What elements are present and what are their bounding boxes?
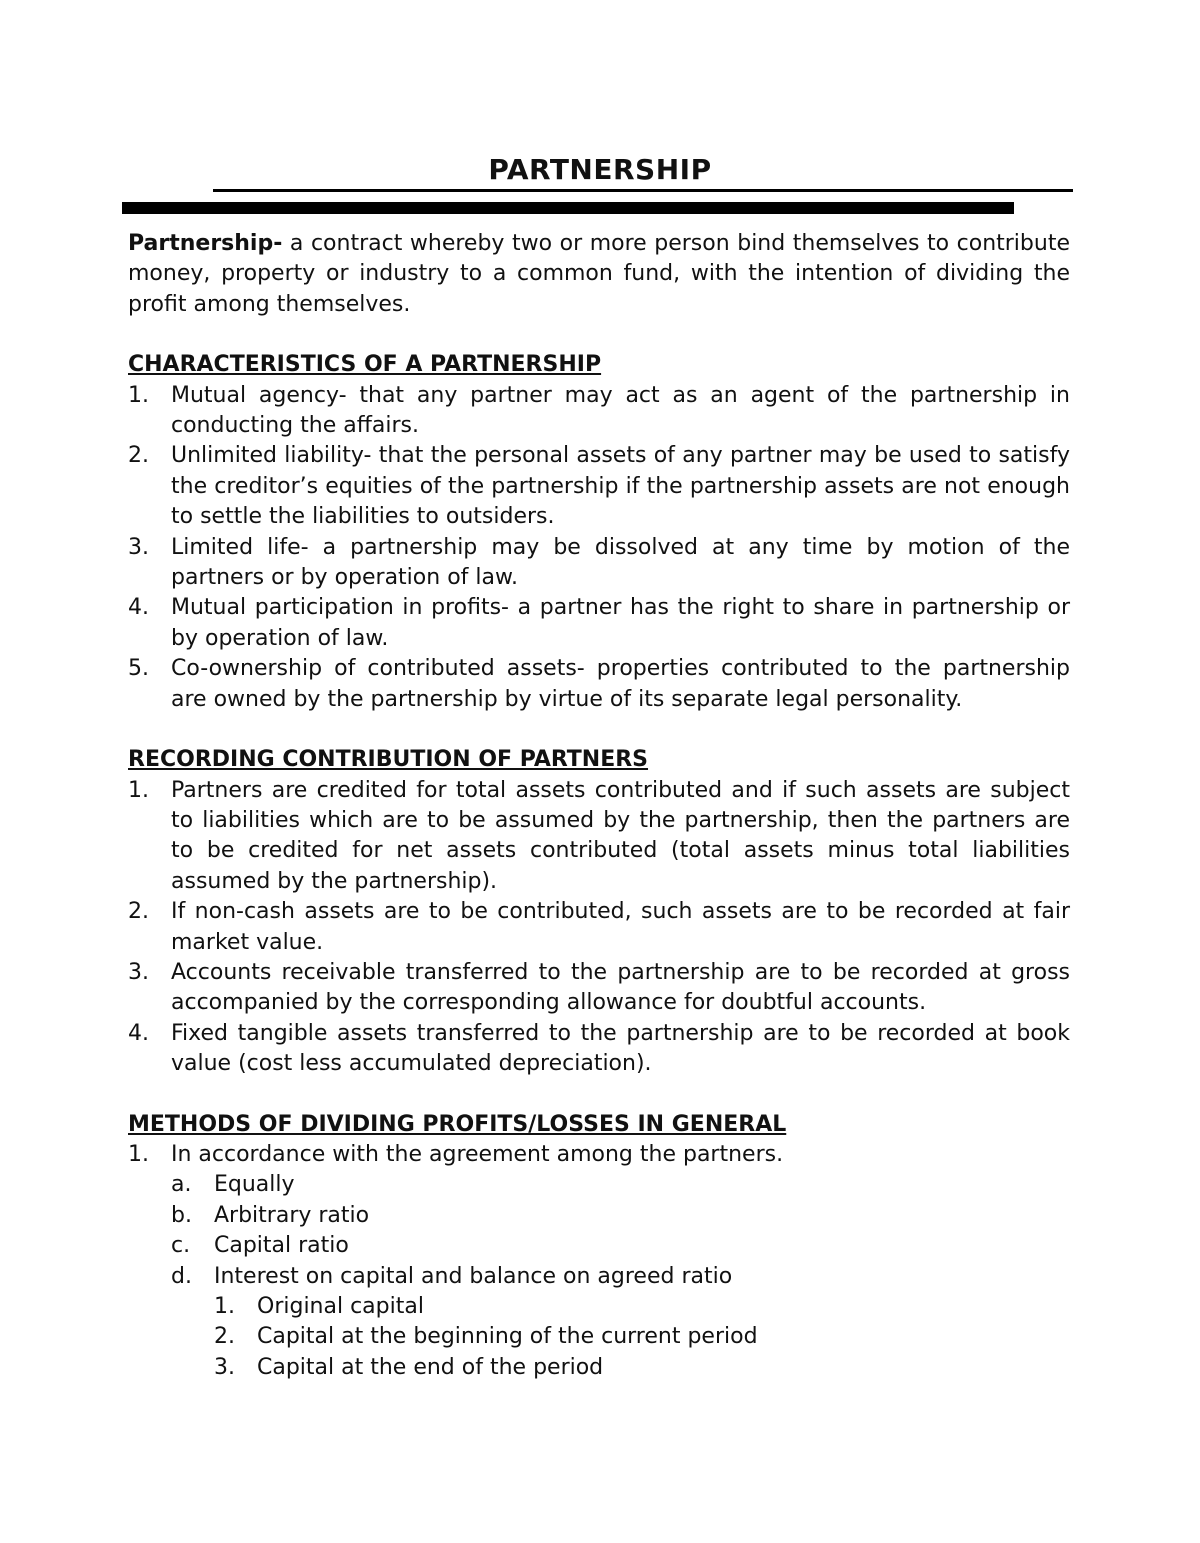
list-item-text: Partners are credited for total assets contributed and if such assets are subject to liabilities which are to be assumed by the partnership, then the partners are to be credited for net assets contributed (total assets minus total liabilities assumed by the partnership). xyxy=(171,777,1070,894)
sublist-letter: d. xyxy=(171,1263,192,1289)
subsublist-number: 2. xyxy=(214,1324,235,1350)
page-title: PARTNERSHIP xyxy=(488,153,712,186)
list-item-text: Accounts receivable transferred to the partnership are to be recorded at gross accompanied by the corresponding allowance for doubtful accounts. xyxy=(171,959,1070,1016)
list-item xyxy=(128,381,1070,442)
subsublist-item xyxy=(214,1322,1070,1352)
subsublist-item xyxy=(214,1292,1070,1322)
title-underline-thin xyxy=(213,189,1073,192)
definition-term: Partnership- xyxy=(128,231,283,256)
list-item-text: Mutual participation in profits- a partner has the right to share in partnership or by operation of law. xyxy=(171,595,1070,651)
list-item xyxy=(128,593,1070,654)
subsublist-item-text: Capital at the end of the period xyxy=(257,1354,604,1380)
list-item xyxy=(128,776,1070,898)
sublist-item xyxy=(171,1170,1070,1200)
list-item xyxy=(128,1140,1070,1383)
list-number: 3. xyxy=(128,959,149,985)
list-item-text: Fixed tangible assets transferred to the partnership are to be recorded at book value (cost less accumulated depreciation). xyxy=(171,1020,1070,1077)
list-number: 3. xyxy=(128,534,149,560)
sublist-letter: a. xyxy=(171,1172,192,1198)
list-number: 1. xyxy=(128,382,149,408)
subsublist-item-text: Original capital xyxy=(257,1294,424,1319)
list-item xyxy=(128,897,1070,958)
sublist-item-text: Interest on capital and balance on agreed ratio xyxy=(214,1263,733,1289)
definition-text: a contract whereby two or more person bind themselves to contribute money, property or industry to a common fund, with the intention of dividing the profit among themselves. xyxy=(128,231,1070,317)
subsublist-item xyxy=(214,1353,1070,1383)
sublist-item xyxy=(171,1231,1070,1261)
list-item-text: If non-cash assets are to be contributed, such assets are to be recorded at fair market value. xyxy=(171,899,1070,955)
sublist-letter: c. xyxy=(171,1233,191,1259)
list-item xyxy=(128,958,1070,1019)
subsublist-item-text: Capital at the beginning of the current period xyxy=(257,1324,758,1350)
methods-subsublist xyxy=(214,1292,1070,1383)
list-number: 4. xyxy=(128,595,149,621)
list-item xyxy=(128,441,1070,532)
list-item xyxy=(128,533,1070,594)
subsublist-number: 1. xyxy=(214,1294,235,1319)
characteristics-list xyxy=(128,381,1070,715)
subsublist-number: 3. xyxy=(214,1354,235,1380)
list-number: 5. xyxy=(128,656,149,682)
list-number: 1. xyxy=(128,777,149,803)
section-heading-characteristics: CHARACTERISTICS OF A PARTNERSHIP xyxy=(128,352,602,378)
sublist-item xyxy=(171,1262,1070,1384)
list-item xyxy=(128,654,1070,715)
methods-sublist xyxy=(171,1170,1070,1383)
title-underline-thick xyxy=(122,202,1014,214)
methods-list xyxy=(128,1140,1070,1383)
list-item-text: Co-ownership of contributed assets- properties contributed to the partnership are owned by the partnership by virtue of its separate legal personality. xyxy=(171,656,1070,712)
sublist-letter: b. xyxy=(171,1202,192,1228)
list-number: 1. xyxy=(128,1141,149,1167)
document-body xyxy=(128,229,1070,1413)
list-number: 4. xyxy=(128,1020,149,1046)
list-item-text: Mutual agency- that any partner may act as an agent of the partnership in conducting the affairs. xyxy=(171,382,1070,439)
recording-list xyxy=(128,776,1070,1080)
sublist-item xyxy=(171,1201,1070,1231)
definition-paragraph xyxy=(128,229,1070,320)
sublist-item-text: Capital ratio xyxy=(214,1233,349,1259)
sublist-item-text: Equally xyxy=(214,1172,295,1198)
list-number: 2. xyxy=(128,443,149,469)
list-number: 2. xyxy=(128,899,149,925)
section-heading-methods: METHODS OF DIVIDING PROFITS/LOSSES IN GENERAL xyxy=(128,1111,787,1137)
section-heading-recording: RECORDING CONTRIBUTION OF PARTNERS xyxy=(128,747,649,773)
list-item xyxy=(128,1019,1070,1080)
list-item-text: In accordance with the agreement among the partners. xyxy=(171,1141,784,1167)
list-item-text: Limited life- a partnership may be dissolved at any time by motion of the partners or by operation of law. xyxy=(171,534,1070,591)
sublist-item-text: Arbitrary ratio xyxy=(214,1202,370,1228)
list-item-text: Unlimited liability- that the personal assets of any partner may be used to satisfy the creditor’s equities of the partnership if the partnership assets are not enough to settle the liabilities to outsiders. xyxy=(171,443,1070,530)
